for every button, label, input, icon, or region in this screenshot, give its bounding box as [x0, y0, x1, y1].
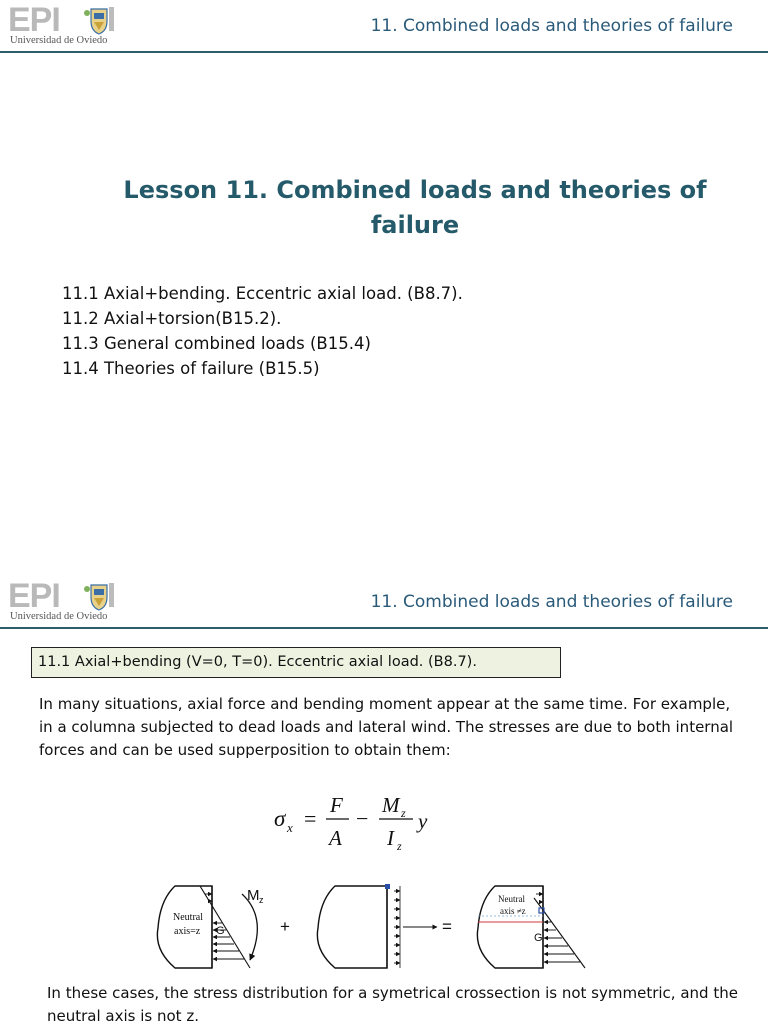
load-point-marker [385, 884, 390, 889]
neutral-axis-label: Neutral [173, 912, 203, 923]
centroid-label: G [216, 925, 225, 937]
neutral-axis-label: axis ≠z [500, 906, 526, 916]
intro-paragraph: In many situations, axial force and bending moment appear at the same time. For example, in a columna subjected to dead loads and lateral wind. The stresses are due to both internal forces and can be used supperposition to obtain them: [39, 695, 734, 759]
toc-item: 11.4 Theories of failure (B15.5) [62, 359, 320, 378]
bending-section-diagram [157, 886, 264, 968]
formula-equals: = [304, 806, 317, 831]
formula-F: F [330, 793, 343, 817]
formula-M: M [382, 793, 400, 817]
plus-sign: + [280, 917, 290, 936]
slide-axial-bending [0, 576, 768, 1024]
superposition-diagram [150, 878, 620, 976]
lesson-title: Lesson 11. Combined loads and theories of failure [123, 176, 707, 239]
formula-y: y [418, 809, 428, 833]
formula-M-sub: z [401, 806, 406, 820]
moment-label-sub: z [259, 895, 264, 905]
formula-sigma-sub: x [287, 820, 293, 835]
logo-epi-text: EPI [8, 577, 60, 615]
header-divider [0, 51, 768, 53]
combined-section-diagram [477, 886, 585, 968]
toc-item: 11.2 Axial+torsion(B15.2). [62, 309, 282, 328]
slide-header [0, 576, 768, 630]
university-logo [8, 3, 118, 47]
formula-I-sub: z [397, 839, 402, 853]
university-name: Universidad de Oviedo [10, 35, 108, 46]
closing-paragraph: In these cases, the stress distribution for a symetrical crossection is not symmetric, and the neutral axis is not z. [47, 984, 738, 1024]
logo-epi-text: EPI [8, 1, 60, 39]
crest-icon [82, 581, 116, 611]
slide-header [0, 0, 768, 54]
stress-formula [270, 784, 450, 856]
neutral-axis-label: axis=z [174, 926, 201, 937]
axial-section-diagram [317, 884, 437, 968]
table-of-contents [62, 281, 463, 381]
toc-item: 11.1 Axial+bending. Eccentric axial load. (B8.7). [62, 284, 463, 303]
section-heading: 11.1 Axial+bending (V=0, T=0). Eccentric axial load. (B8.7). [31, 647, 561, 678]
university-name: Universidad de Oviedo [10, 611, 108, 622]
formula-I: I [387, 826, 394, 850]
header-title: 11. Combined loads and theories of failure [370, 16, 733, 36]
toc-item: 11.3 General combined loads (B15.4) [62, 334, 371, 353]
neutral-axis-label: Neutral [498, 894, 525, 904]
formula-minus: − [356, 806, 369, 831]
crest-icon [82, 5, 116, 35]
centroid-label: G [534, 932, 543, 944]
formula-A: A [329, 826, 342, 850]
header-divider [0, 627, 768, 629]
university-logo [8, 579, 118, 623]
equals-sign: = [442, 917, 452, 936]
formula-sigma: σ [274, 806, 286, 831]
header-title: 11. Combined loads and theories of failure [370, 592, 733, 612]
moment-label: M [247, 887, 260, 904]
